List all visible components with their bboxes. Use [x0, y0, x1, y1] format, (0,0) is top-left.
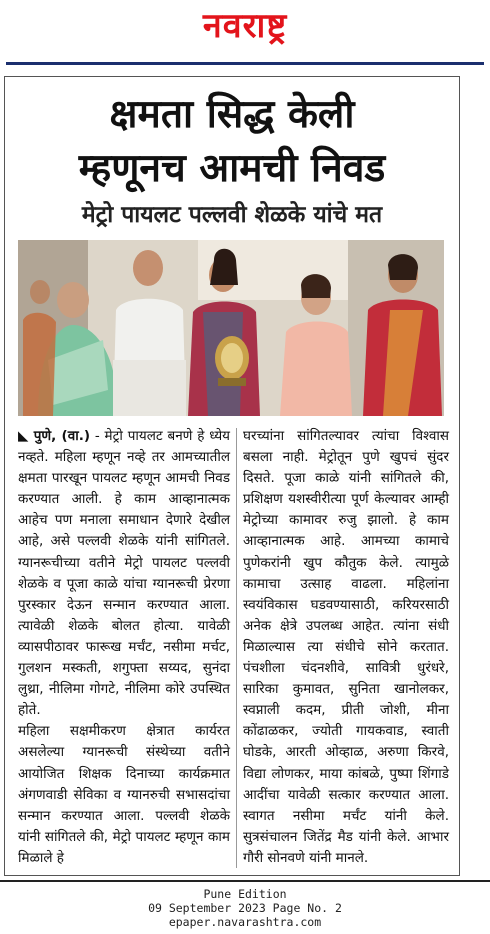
masthead-rule: [6, 62, 484, 65]
left-column-text-2: महिला सक्षमीकरण क्षेत्रात कार्यरत असलेल्या ग्यानरूची संस्थेच्या वतीने आयोजित शिक्षक दिनाच्या कार्यक्रमात अंगणवाडी सेविका व ग्यानरुची सभासदांचा सन्मान करण्यात आला. पल्लवी शेळके यांनी सांगितले की, मेट्रो पायलट म्हणून काम मिळाले हे: [18, 723, 230, 866]
right-column-text: घरच्यांना सांगितल्यावर त्यांचा विश्वास बसला नाही. मेट्रोतून पुणे खुपचं सुंदर दिसते. पूजा काळे यांनी सांगितले की, प्रशिक्षण यशस्वीरीत्या पूर्ण केल्यावर आम्ही मेट्रोच्या कामावर रुजु झालो. हे काम आव्हानात्मक आहे. आमच्या कामाचे पुणेकरांनी खुप कौतुक केले. त्यामुळे कामाचा उत्साह वाढला. महिलांना स्वयंविकास घडवण्यासाठी, करियरसाठी अनेक क्षेत्रे उपलब्ध आहेत. त्यांना संधी मिळाल्यास त्या संधीचे सोने करतात. पंचशीला चंदनशीवे, सावित्री धुरंधरे, सारिका कुमावत, सुनिता खानोलकर, स्वप्नाली कदम, प्रीती जोशी, मीना कोंढाळकर, ज्योती गायकवाड, स्वाती घोडके, आरती ओव्हाळ, अरुणा किरवे, विद्या लोणकर, माया कांबळे, पुष्पा शिंगाडे आदींचा यावेळी सत्कार करण्यात आला. स्वागत नसीमा मर्चंट यांनी केले. सुत्रसंचालन जितेंद्र मैड यांनी केले. आभार गौरी सोनवणे यांनी मानले.: [243, 428, 449, 866]
left-column-text: - मेट्रो पायलट बनणे हे ध्येय नव्हते. महिला म्हणून नव्हे तर आमच्यातील क्षमता पारखून पायलट म्हणून आमची निवड करण्यात आली. हे काम आव्हानात्मक आहेच पण मनाला समाधान देणारे देखील आहे, असे पल्लवी शेळके यांनी सांगितले. ग्यानरूचीच्या वतीने मेट्रो पायलट पल्लवी शेळके व पूजा काळे यांचा ग्यानरूची प्रेरणा पुरस्कार देऊन सन्मान करण्यात आला. त्यावेळी शेळके बोलत होत्या. यावेळी व्यासपीठावर फारूख मर्चंट, नसीमा मर्चट, गुलशन मस्कती, शगुफ्ता सय्यद, सुनंदा लुथ्रा, नीलिमा गोगटे, नीलिमा कोरे उपस्थित होते.: [18, 428, 230, 719]
footer-rule: [0, 880, 490, 882]
headline-line-2: म्हणूनच आमची निवड: [78, 146, 386, 191]
dateline: पुणे, (वा.): [33, 428, 90, 444]
article-right-column: [243, 426, 449, 869]
subheadline: मेट्रो पायलट पल्लवी शेळके यांचे मत: [81, 202, 383, 228]
masthead: [0, 0, 490, 66]
award-ceremony-photo: [18, 240, 444, 416]
footer-site-link[interactable]: epaper.navarashtra.com: [168, 915, 322, 929]
article-left-column: [18, 426, 230, 869]
footer-edition: Pune Edition: [203, 887, 287, 901]
newspaper-logo[interactable]: नवराष्ट्र: [202, 6, 288, 46]
footer-date-page: 09 September 2023 Page No. 2: [148, 901, 342, 915]
article-photo: [18, 240, 444, 416]
headline-line-1: क्षमता सिद्ध केली: [109, 92, 355, 137]
dateline-arrow-icon: ◣: [18, 428, 34, 444]
column-divider: [236, 428, 237, 868]
